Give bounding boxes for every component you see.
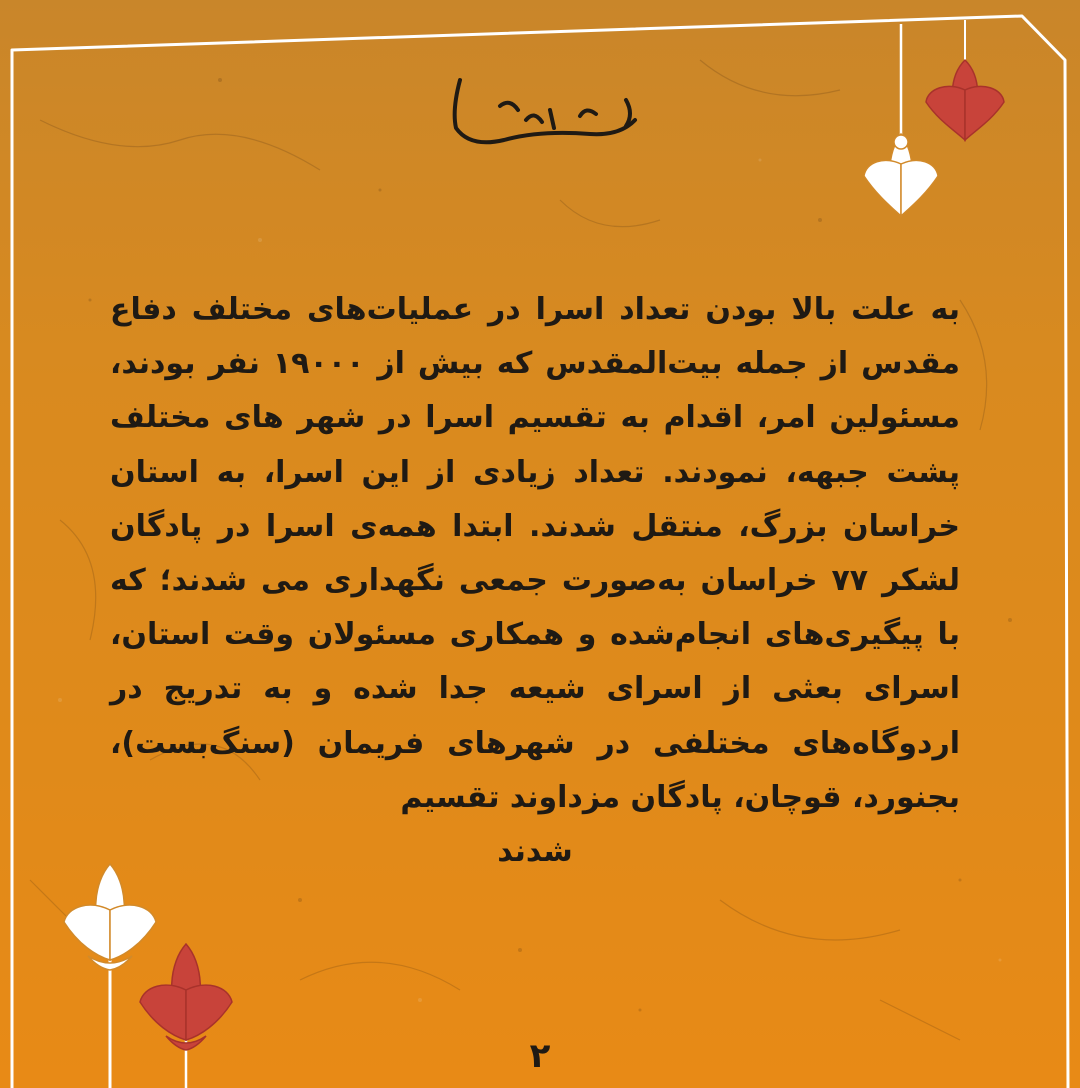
article-paragraph: [110, 283, 960, 879]
brand-logo: [430, 70, 650, 150]
logo-text: رضافرستادگان: [485, 102, 595, 123]
lotus-ornament-icon: [136, 940, 236, 1088]
article-last-line: شدند: [497, 834, 573, 870]
lotus-ornament-icon: [860, 24, 940, 220]
article-body: به علت بالا بودن تعداد اسرا در عملیات‌های مختلف دفاع مقدس از جمله بیت‌المقدس که بیش از ۱۹۰۰۰ نفر بودند، مسئولین امر، اقدام به تقسیم اسرا در شهر های مختلف پشت جبهه، نمودند. تعداد زیادی از این اسرا، به استان خراسان بزرگ، منتقل شدند. ابتدا همه‌ی اسرا در پادگان لشکر ۷۷ خراسان به‌صورت جمعی نگهداری می شدند؛ که با پیگیری‌های انجام‌شده و همکاری مسئولان وقت استان، اسرای بعثی از اسرای شیعه جدا شده و به تدریج در اردوگاه‌های مختلفی در شهرهای فریمان (سنگ‌بست)، بجنورد، قوچان، پادگان مزداوند تقسیم: [110, 292, 960, 815]
page-number: ۲: [529, 1036, 551, 1076]
